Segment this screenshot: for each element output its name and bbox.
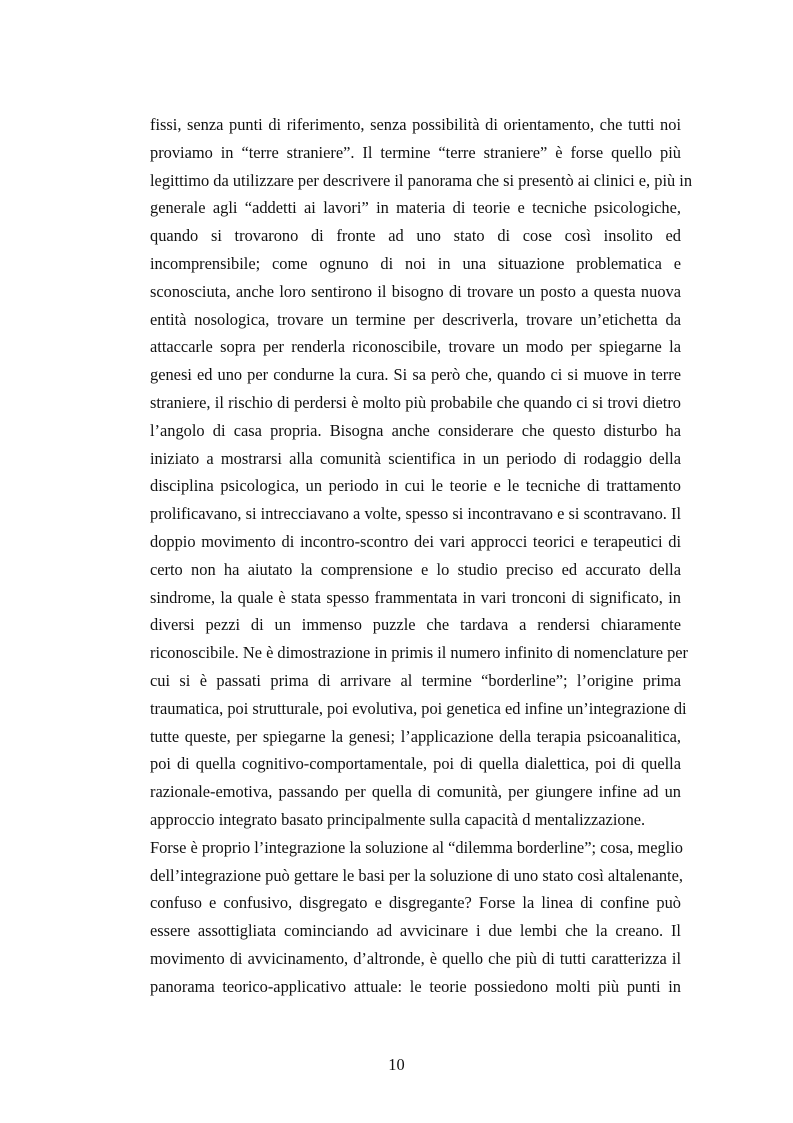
text-line: essere assottigliata cominciando ad avvicinare i due lembi che la creano. Il xyxy=(150,921,681,941)
text-line: riconoscibile. Ne è dimostrazione in primis il numero infinito di nomenclature per xyxy=(150,643,689,663)
text-line: sindrome, la quale è stata spesso frammentata in vari tronconi di significato, in xyxy=(150,587,681,607)
body-text xyxy=(150,111,693,1001)
text-line: generale agli “addetti ai lavori” in materia di teorie e tecniche psicologiche, xyxy=(150,198,681,218)
text-line: approccio integrato basato principalmente sulla capacità d mentalizzazione. xyxy=(150,809,646,829)
text-line: movimento di avvicinamento, d’altronde, è quello che più di tutti caratterizza il xyxy=(150,948,681,968)
text-line: prolificavano, si intrecciavano a volte, spesso si incontravano e si scontravano. Il xyxy=(150,504,681,524)
text-line: traumatica, poi strutturale, poi evolutiva, poi genetica ed infine un’integrazione di xyxy=(150,698,687,718)
text-line: confuso e confusivo, disgregato e disgregante? Forse la linea di confine può xyxy=(150,893,681,913)
text-line: proviamo in “terre straniere”. Il termine “terre straniere” è forse quello più xyxy=(150,142,681,162)
text-line: straniere, il rischio di perdersi è molto più probabile che quando ci si trovi dietro xyxy=(150,392,681,412)
text-line: entità nosologica, trovare un termine per descriverla, trovare un’etichetta da xyxy=(150,309,681,329)
text-line: sconosciuta, anche loro sentirono il bisogno di trovare un posto a questa nuova xyxy=(150,281,681,301)
text-line: panorama teorico-applicativo attuale: le teorie possiedono molti più punti in xyxy=(150,976,681,996)
text-line: poi di quella cognitivo-comportamentale, poi di quella dialettica, poi di quella xyxy=(150,754,681,774)
text-line: incomprensibile; come ognuno di noi in una situazione problematica e xyxy=(150,253,681,273)
text-line: dell’integrazione può gettare le basi per la soluzione di uno stato così altalenante, xyxy=(150,865,683,885)
page-number: 10 xyxy=(388,1055,405,1074)
text-line: legittimo da utilizzare per descrivere il panorama che si presentò ai clinici e, più in xyxy=(150,170,693,190)
text-line: certo non ha aiutato la comprensione e lo studio preciso ed accurato della xyxy=(150,559,681,579)
text-line: attaccarle sopra per renderla riconoscibile, trovare un modo per spiegarne la xyxy=(150,337,681,357)
text-line: genesi ed uno per condurne la cura. Si sa però che, quando ci si muove in terre xyxy=(150,365,681,385)
text-line: razionale-emotiva, passando per quella di comunità, per giungere infine ad un xyxy=(150,782,681,802)
text-line: Forse è proprio l’integrazione la soluzione al “dilemma borderline”; cosa, meglio xyxy=(150,837,683,857)
paragraph-2 xyxy=(150,834,681,1001)
text-line: diversi pezzi di un immenso puzzle che tardava a rendersi chiaramente xyxy=(150,615,681,635)
text-line: l’angolo di casa propria. Bisogna anche considerare che questo disturbo ha xyxy=(150,420,681,440)
text-line: doppio movimento di incontro-scontro dei vari approcci teorici e terapeutici di xyxy=(150,531,681,551)
paragraph-1 xyxy=(150,111,693,834)
text-line: quando si trovarono di fronte ad uno stato di cose così insolito ed xyxy=(150,226,681,246)
text-line: fissi, senza punti di riferimento, senza possibilità di orientamento, che tutti noi xyxy=(150,115,681,134)
text-line: disciplina psicologica, un periodo in cui le teorie e le tecniche di trattamento xyxy=(150,476,681,496)
text-line: tutte queste, per spiegarne la genesi; l’applicazione della terapia psicoanalitica, xyxy=(150,726,681,746)
text-line: iniziato a mostrarsi alla comunità scientifica in un periodo di rodaggio della xyxy=(150,448,681,468)
text-line: cui si è passati prima di arrivare al termine “borderline”; l’origine prima xyxy=(150,670,681,690)
